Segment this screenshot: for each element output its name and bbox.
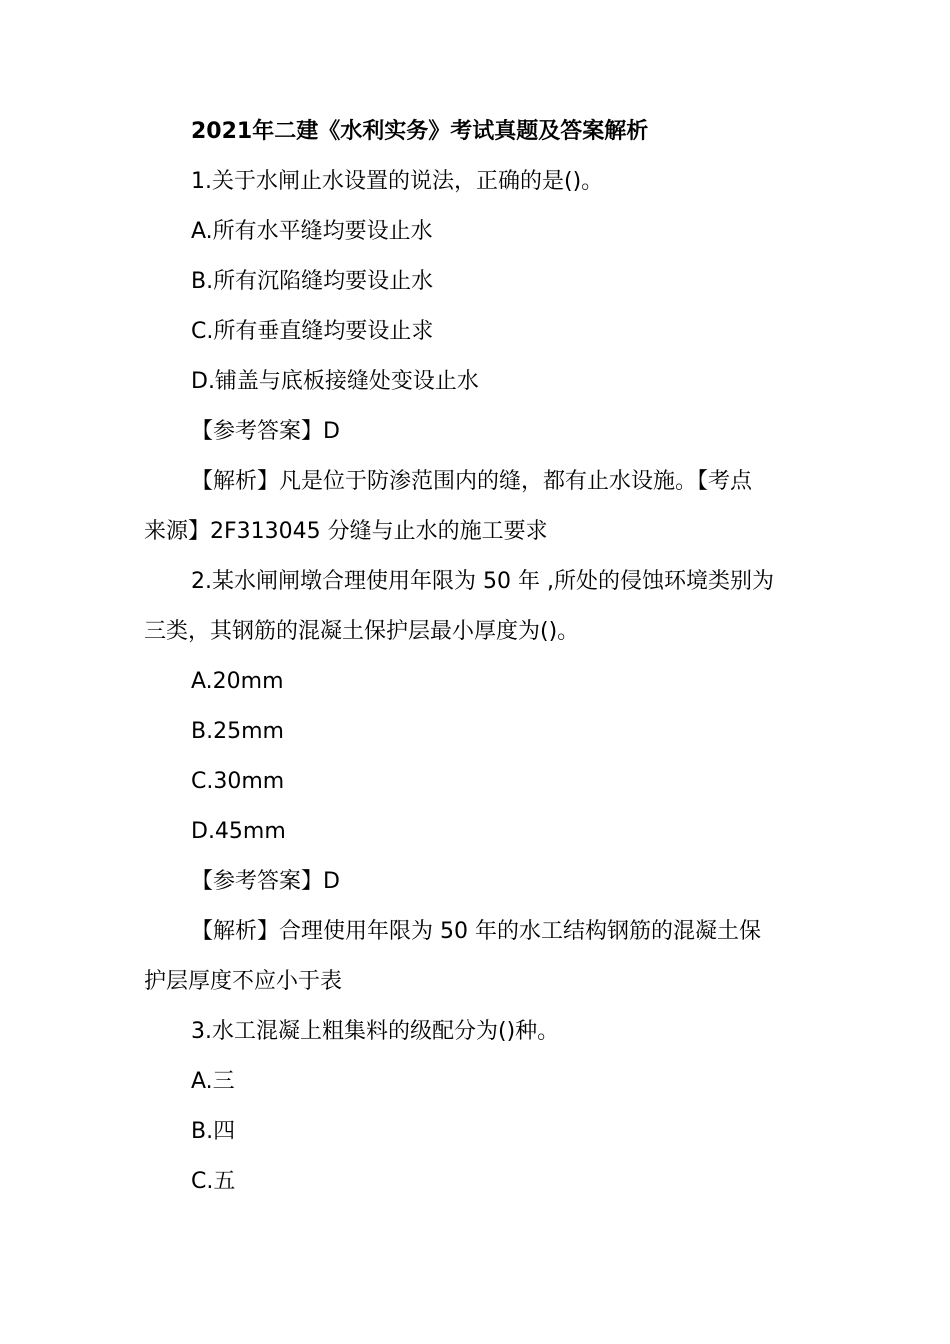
q1-option-a: A.所有水平缝均要设止水 (191, 219, 433, 244)
question-1: 1.关于水闸止水设置的说法，正确的是()。 (191, 169, 604, 194)
q3-option-a: A.三 (191, 1069, 235, 1094)
q2-option-a: A.20mm (191, 669, 284, 694)
q2-option-b: B.25mm (191, 719, 284, 744)
q3-option-c: C.五 (191, 1169, 236, 1194)
q2-analysis-line-2: 护层厚度不应小于表 (144, 969, 343, 994)
q1-option-d: D.铺盖与底板接缝处变设止水 (191, 369, 479, 394)
q1-option-c: C.所有垂直缝均要设止求 (191, 319, 434, 344)
q2-answer: 【参考答案】D (191, 869, 340, 894)
question-3: 3.水工混凝上粗集料的级配分为()种。 (191, 1019, 560, 1044)
document-title: 2021年二建《水利实务》考试真题及答案解析 (191, 119, 649, 144)
q1-option-b: B.所有沉陷缝均要设止水 (191, 269, 434, 294)
question-2-line-1: 2.某水闸闸墩合理使用年限为 50 年 ,所处的侵蚀环境类别为 (191, 569, 774, 594)
q1-analysis-line-1: 【解析】凡是位于防渗范围内的缝，都有止水设施。【考点 (191, 469, 753, 494)
question-2-line-2: 三类，其钢筋的混凝土保护层最小厚度为()。 (144, 619, 580, 644)
q1-analysis-line-2: 来源】2F313045 分缝与止水的施工要求 (144, 519, 548, 544)
q3-option-b: B.四 (191, 1119, 236, 1144)
q2-analysis-line-1: 【解析】合理使用年限为 50 年的水工结构钢筋的混凝土保 (191, 919, 761, 944)
q1-answer: 【参考答案】D (191, 419, 340, 444)
q2-option-d: D.45mm (191, 819, 286, 844)
q2-option-c: C.30mm (191, 769, 285, 794)
